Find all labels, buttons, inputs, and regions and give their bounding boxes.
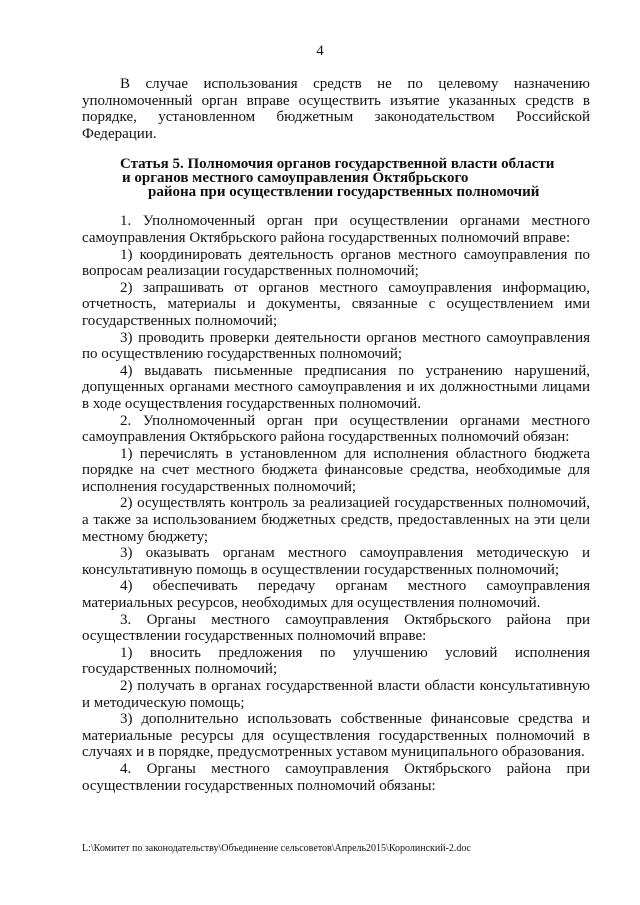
article-heading-line: Статья 5. Полномочия органов государственной власти области (120, 156, 555, 173)
page-number: 4 (316, 43, 324, 59)
article-heading-line: района при осуществлении государственных полномочий (148, 184, 540, 201)
paragraph-section-3: 3. Органы местного самоуправления Октябрьского района при осуществлении государственных полномочий вправе: (82, 611, 590, 645)
paragraph-item: 2) запрашивать от органов местного самоуправления информацию, отчетность, материалы и документы, связанные с осуществлением ими государственных полномочий; (82, 279, 590, 329)
paragraph-item: 1) перечислять в установленном для исполнения областного бюджета порядке на счет местного бюджета финансовые средства, необходимые для исполнения государственных полномочий; (82, 445, 590, 495)
intro-paragraph: В случае использования средств не по целевому назначению уполномоченный орган вправе осуществить изъятие указанных средств в порядке, установленном бюджетным законодательством Российской Федерации. (82, 76, 590, 142)
article-heading-line: и органов местного самоуправления Октябрьского (122, 170, 469, 187)
footer-file-path: L:\Комитет по законодательству\Объединение сельсоветов\Апрель2015\Королинский-2.doc (82, 843, 471, 854)
paragraph-item: 4) обеспечивать передачу органам местного самоуправления материальных ресурсов, необходимых для осуществления полномочий. (82, 578, 590, 612)
paragraph-item: 2) получать в органах государственной власти области консультативную и методическую помощь; (82, 678, 590, 711)
paragraph-item: 3) оказывать органам местного самоуправления методическую и консультативную помощь в осуществлении государственных полномочий; (82, 545, 590, 578)
paragraph-section-4: 4. Органы местного самоуправления Октябрьского района при осуществлении государственных полномочий обязаны: (82, 760, 590, 794)
paragraph-item: 1) вносить предложения по улучшению условий исполнения государственных полномочий; (82, 644, 590, 678)
paragraph-section-1: 1. Уполномоченный орган при осуществлении органами местного самоуправления Октябрьского района государственных полномочий вправе: (82, 213, 590, 246)
paragraph-item: 2) осуществлять контроль за реализацией государственных полномочий, а также за использованием бюджетных средств, предоставленных на эти цели местному бюджету; (82, 495, 590, 545)
document-body (82, 76, 590, 794)
paragraph-item: 3) дополнительно использовать собственные финансовые средства и материальные ресурсы для осуществления государственных полномочий в случаях и в порядке, предусмотренных уставом муниципального образования. (82, 711, 590, 761)
article-heading (120, 157, 590, 199)
paragraph-section-2: 2. Уполномоченный орган при осуществлении органами местного самоуправления Октябрьского района государственных полномочий обязан: (82, 412, 590, 446)
paragraph-item: 1) координировать деятельность органов местного самоуправления по вопросам реализации государственных полномочий; (82, 246, 590, 280)
paragraph-item: 3) проводить проверки деятельности органов местного самоуправления по осуществлению государственных полномочий; (82, 329, 590, 363)
paragraph-item: 4) выдавать письменные предписания по устранению нарушений, допущенных органами местного самоуправления и их должностными лицами в ходе осуществления государственных полномочий. (82, 362, 590, 412)
